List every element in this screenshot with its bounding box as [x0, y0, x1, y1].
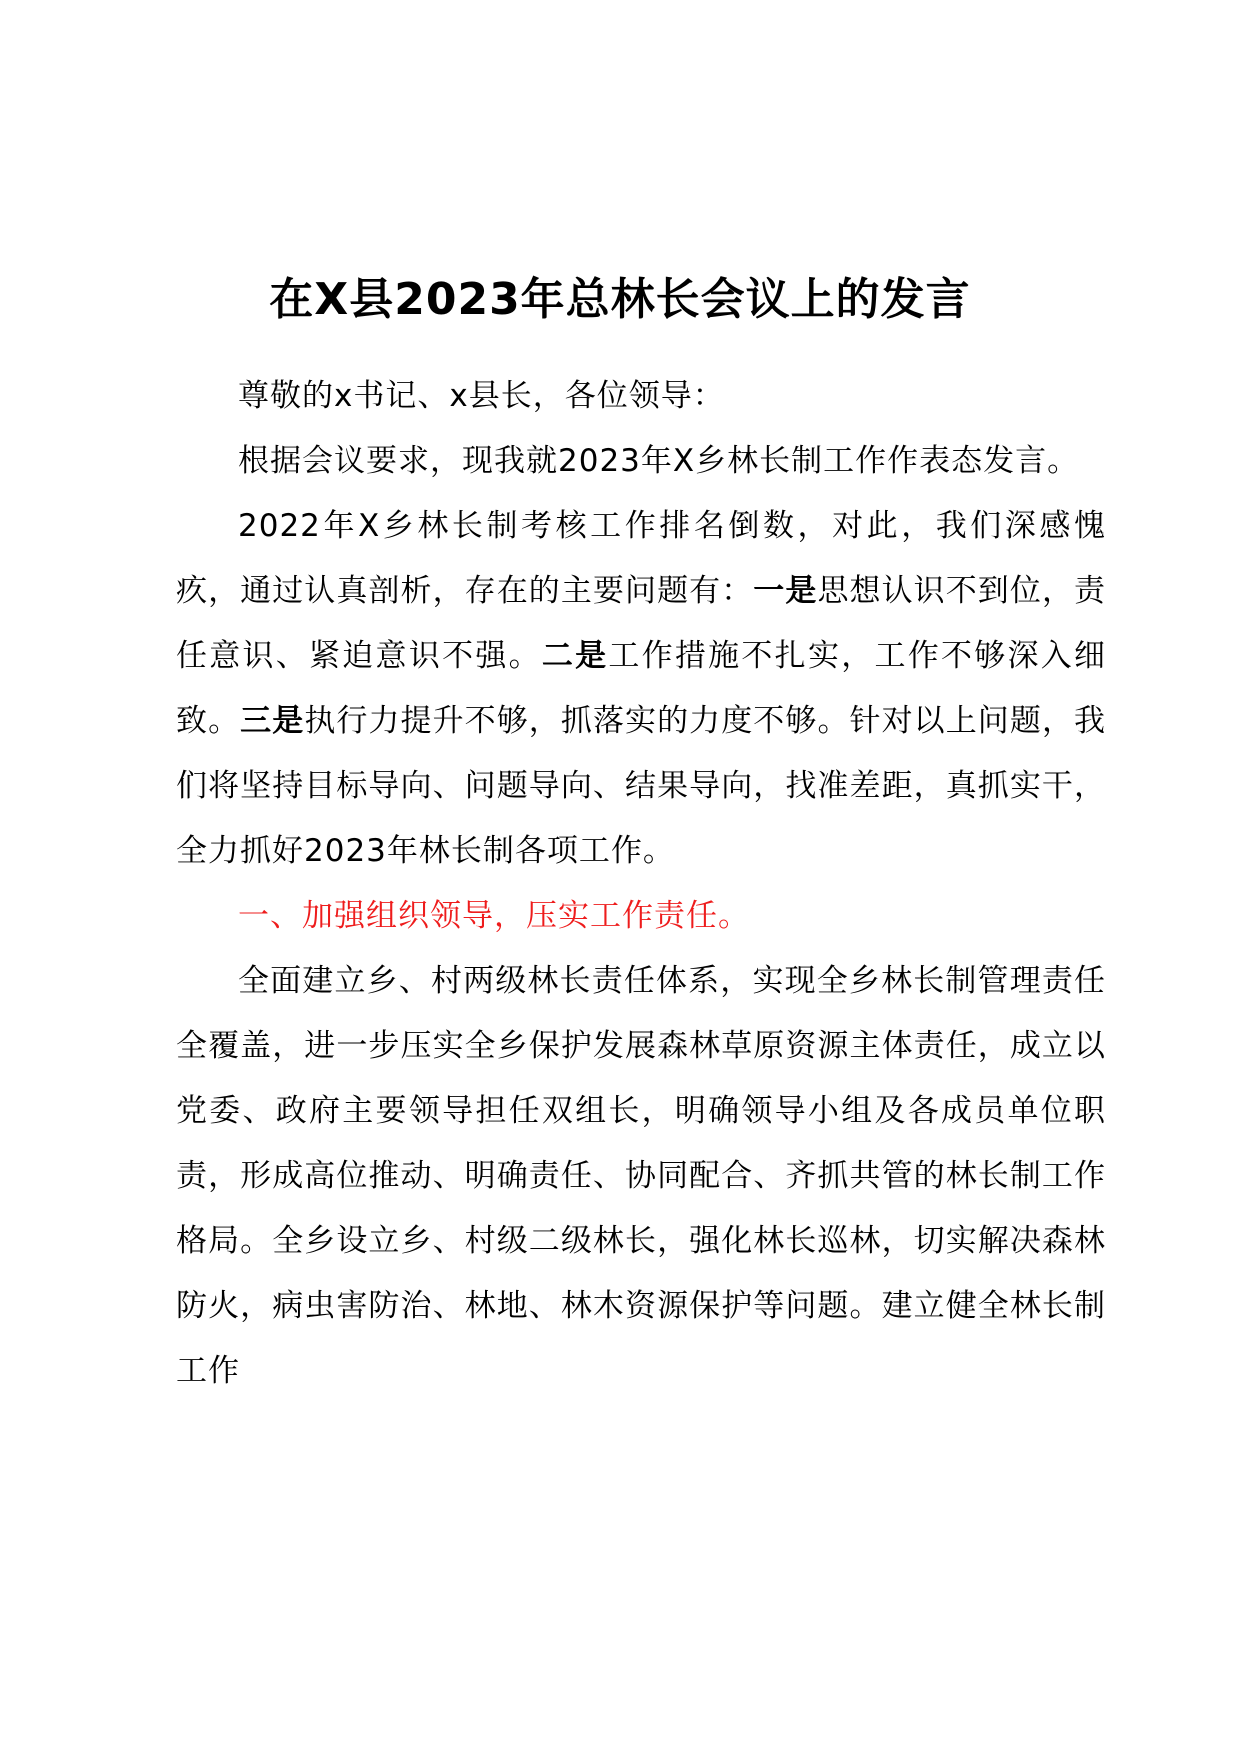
problems-intro-text: 2022年X乡林长制考核工作排名倒数，对此，我们深感愧疚，通过认真剖析，存在的主要问题有：	[176, 508, 1106, 609]
intro-paragraph: 根据会议要求，现我就2023年X乡林长制工作作表态发言。	[238, 443, 1080, 479]
section-heading-one: 一、加强组织领导，压实工作责任。	[238, 898, 750, 934]
point-text-three: 执行力提升不够，抓落实的力度不够。针对以上问题，我们将坚持目标导向、问题导向、结果导向，找准差距，真抓实干，全力抓好2023年林长制各项工作。	[176, 703, 1107, 869]
point-text-one: 思想认识不到位，责任意识、紧迫意识不强。	[176, 573, 1107, 674]
point-label-two: 二是	[541, 638, 609, 674]
point-label-one: 一是	[753, 573, 818, 609]
section-one-paragraph: 全面建立乡、村两级林长责任体系，实现全乡林长制管理责任全覆盖，进一步压实全乡保护发展森林草原资源主体责任，成立以党委、政府主要领导担任双组长，明确领导小组及各成员单位职责，形成高位推动、明确责任、协同配合、齐抓共管的林长制工作格局。全乡设立乡、村级二级林长，强化林长巡林，切实解决森林防火，病虫害防治、林地、林木资源保护等问题。建立健全林长制工作	[176, 963, 1106, 1389]
problems-paragraph	[176, 494, 1106, 884]
point-text-two: 工作措施不扎实，工作不够深入细致。	[176, 638, 1107, 739]
salutation-paragraph: 尊敬的x书记、x县长，各位领导：	[238, 378, 725, 414]
point-label-three: 三是	[240, 703, 305, 739]
document-title: 在X县2023年总林长会议上的发言	[269, 274, 971, 325]
document-body	[176, 364, 1106, 1404]
